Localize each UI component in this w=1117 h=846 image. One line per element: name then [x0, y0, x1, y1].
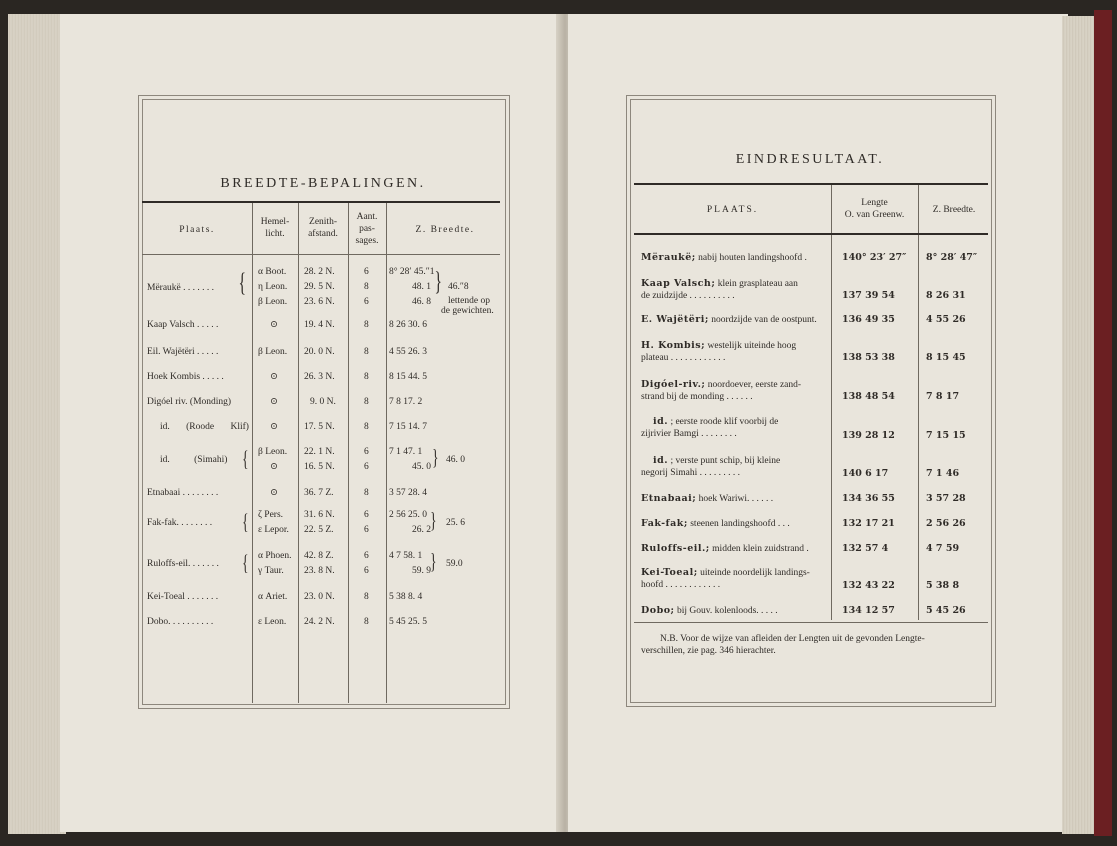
row-place-kei-toeal: Kei-Toeal . . . . . . .: [147, 592, 219, 602]
result-row-simahi: id. ; verste punt schip, bij kleine negorij Simahi . . . . . . . . .: [641, 455, 781, 478]
right-header-plaats: PLAATS.: [706, 205, 759, 215]
header-aant-3: sages.: [355, 236, 379, 246]
book-page-edges-left: [8, 14, 66, 834]
row-place-roode-klif: id. (Roode Klif): [160, 422, 249, 432]
header-zenith-1: Zenith-: [309, 217, 337, 227]
brace-merauke: {: [238, 268, 246, 297]
result-row-roode-klif: id. ; eerste roode klif voorbij de zijrivier Bamgi . . . . . . . .: [641, 416, 779, 439]
left-header-rule: [142, 254, 500, 255]
row-place-simahi: id. (Simahi): [160, 455, 228, 465]
result-row-etnabaai: Etnabaai; hoek Wariwi. . . . . .: [641, 493, 774, 504]
right-header-lengte-2: O. van Greenw.: [844, 210, 905, 220]
right-bottom-rule: [634, 622, 988, 623]
header-aant-1: Aant.: [356, 212, 378, 222]
right-header-lengte-1: Lengte: [861, 198, 888, 208]
result-row-wajeteri: E. Wajëtëri; noordzijde van de oostpunt.: [641, 314, 817, 325]
book-cover-edge: [1094, 10, 1112, 836]
result-row-ruloffs: Ruloffs-eil.; midden klein zuidstrand .: [641, 543, 809, 554]
right-title-rule: [634, 183, 988, 185]
row-place-wajeteri: Eil. Wajëtëri . . . . .: [147, 347, 219, 357]
result-row-fakfak: Fak-fak; steenen landingshoofd . . .: [641, 518, 790, 529]
header-aant-2: pas-: [359, 224, 375, 234]
row-place-fakfak: Fak-fak. . . . . . . .: [147, 518, 213, 528]
left-page-title: BREEDTE-BEPALINGEN.: [220, 176, 426, 191]
right-header-breedte: Z. Breedte.: [932, 205, 976, 215]
row-place-kaap-valsch: Kaap Valsch . . . . .: [147, 320, 219, 330]
row-place-merauke: Mëraukë . . . . . . .: [147, 283, 215, 293]
footnote-line-2: verschillen, zie pag. 346 hierachter.: [641, 646, 776, 656]
right-header-rule: [634, 233, 988, 235]
header-breedte: Z. Breedte.: [415, 225, 475, 235]
row-place-kombis: Hoek Kombis . . . . .: [147, 372, 224, 382]
row-place-dobo: Dobo. . . . . . . . . .: [147, 617, 214, 627]
header-hemellicht-1: Hemel-: [260, 217, 290, 227]
header-zenith-2: afstand.: [308, 229, 338, 239]
result-row-merauke: Mëraukë; nabij houten landingshoofd .: [641, 252, 807, 263]
row-place-etnabaai: Etnabaai . . . . . . . .: [147, 488, 219, 498]
row-place-digoel: Digóel riv. (Monding): [147, 397, 232, 407]
result-row-kombis: H. Kombis; westelijk uiteinde hoog plateau . . . . . . . . . . . .: [641, 340, 797, 363]
result-row-kei-toeal: Kei-Toeal; uiteinde noordelijk landings- hoofd . . . . . . . . . . . .: [641, 567, 810, 590]
footnote-line-1: N.B. Voor de wijze van afleiden der Lengten uit de gevonden Lengte-: [660, 634, 925, 644]
header-hemellicht-2: licht.: [265, 229, 285, 239]
result-row-kaap-valsch: Kaap Valsch; klein grasplateau aan de zuidzijde . . . . . . . . . .: [641, 278, 798, 301]
row-place-ruloffs: Ruloffs-eil. . . . . . .: [147, 559, 219, 569]
header-plaats: Plaats.: [179, 225, 215, 235]
right-page-title: EINDRESULTAAT.: [735, 152, 885, 167]
result-row-digoel: Digóel-riv.; noordoever, eerste zand- strand bij de monding . . . . . .: [641, 379, 802, 402]
result-row-dobo: Dobo; bij Gouv. kolenloods. . . . .: [641, 605, 778, 616]
left-title-rule: [142, 201, 500, 203]
